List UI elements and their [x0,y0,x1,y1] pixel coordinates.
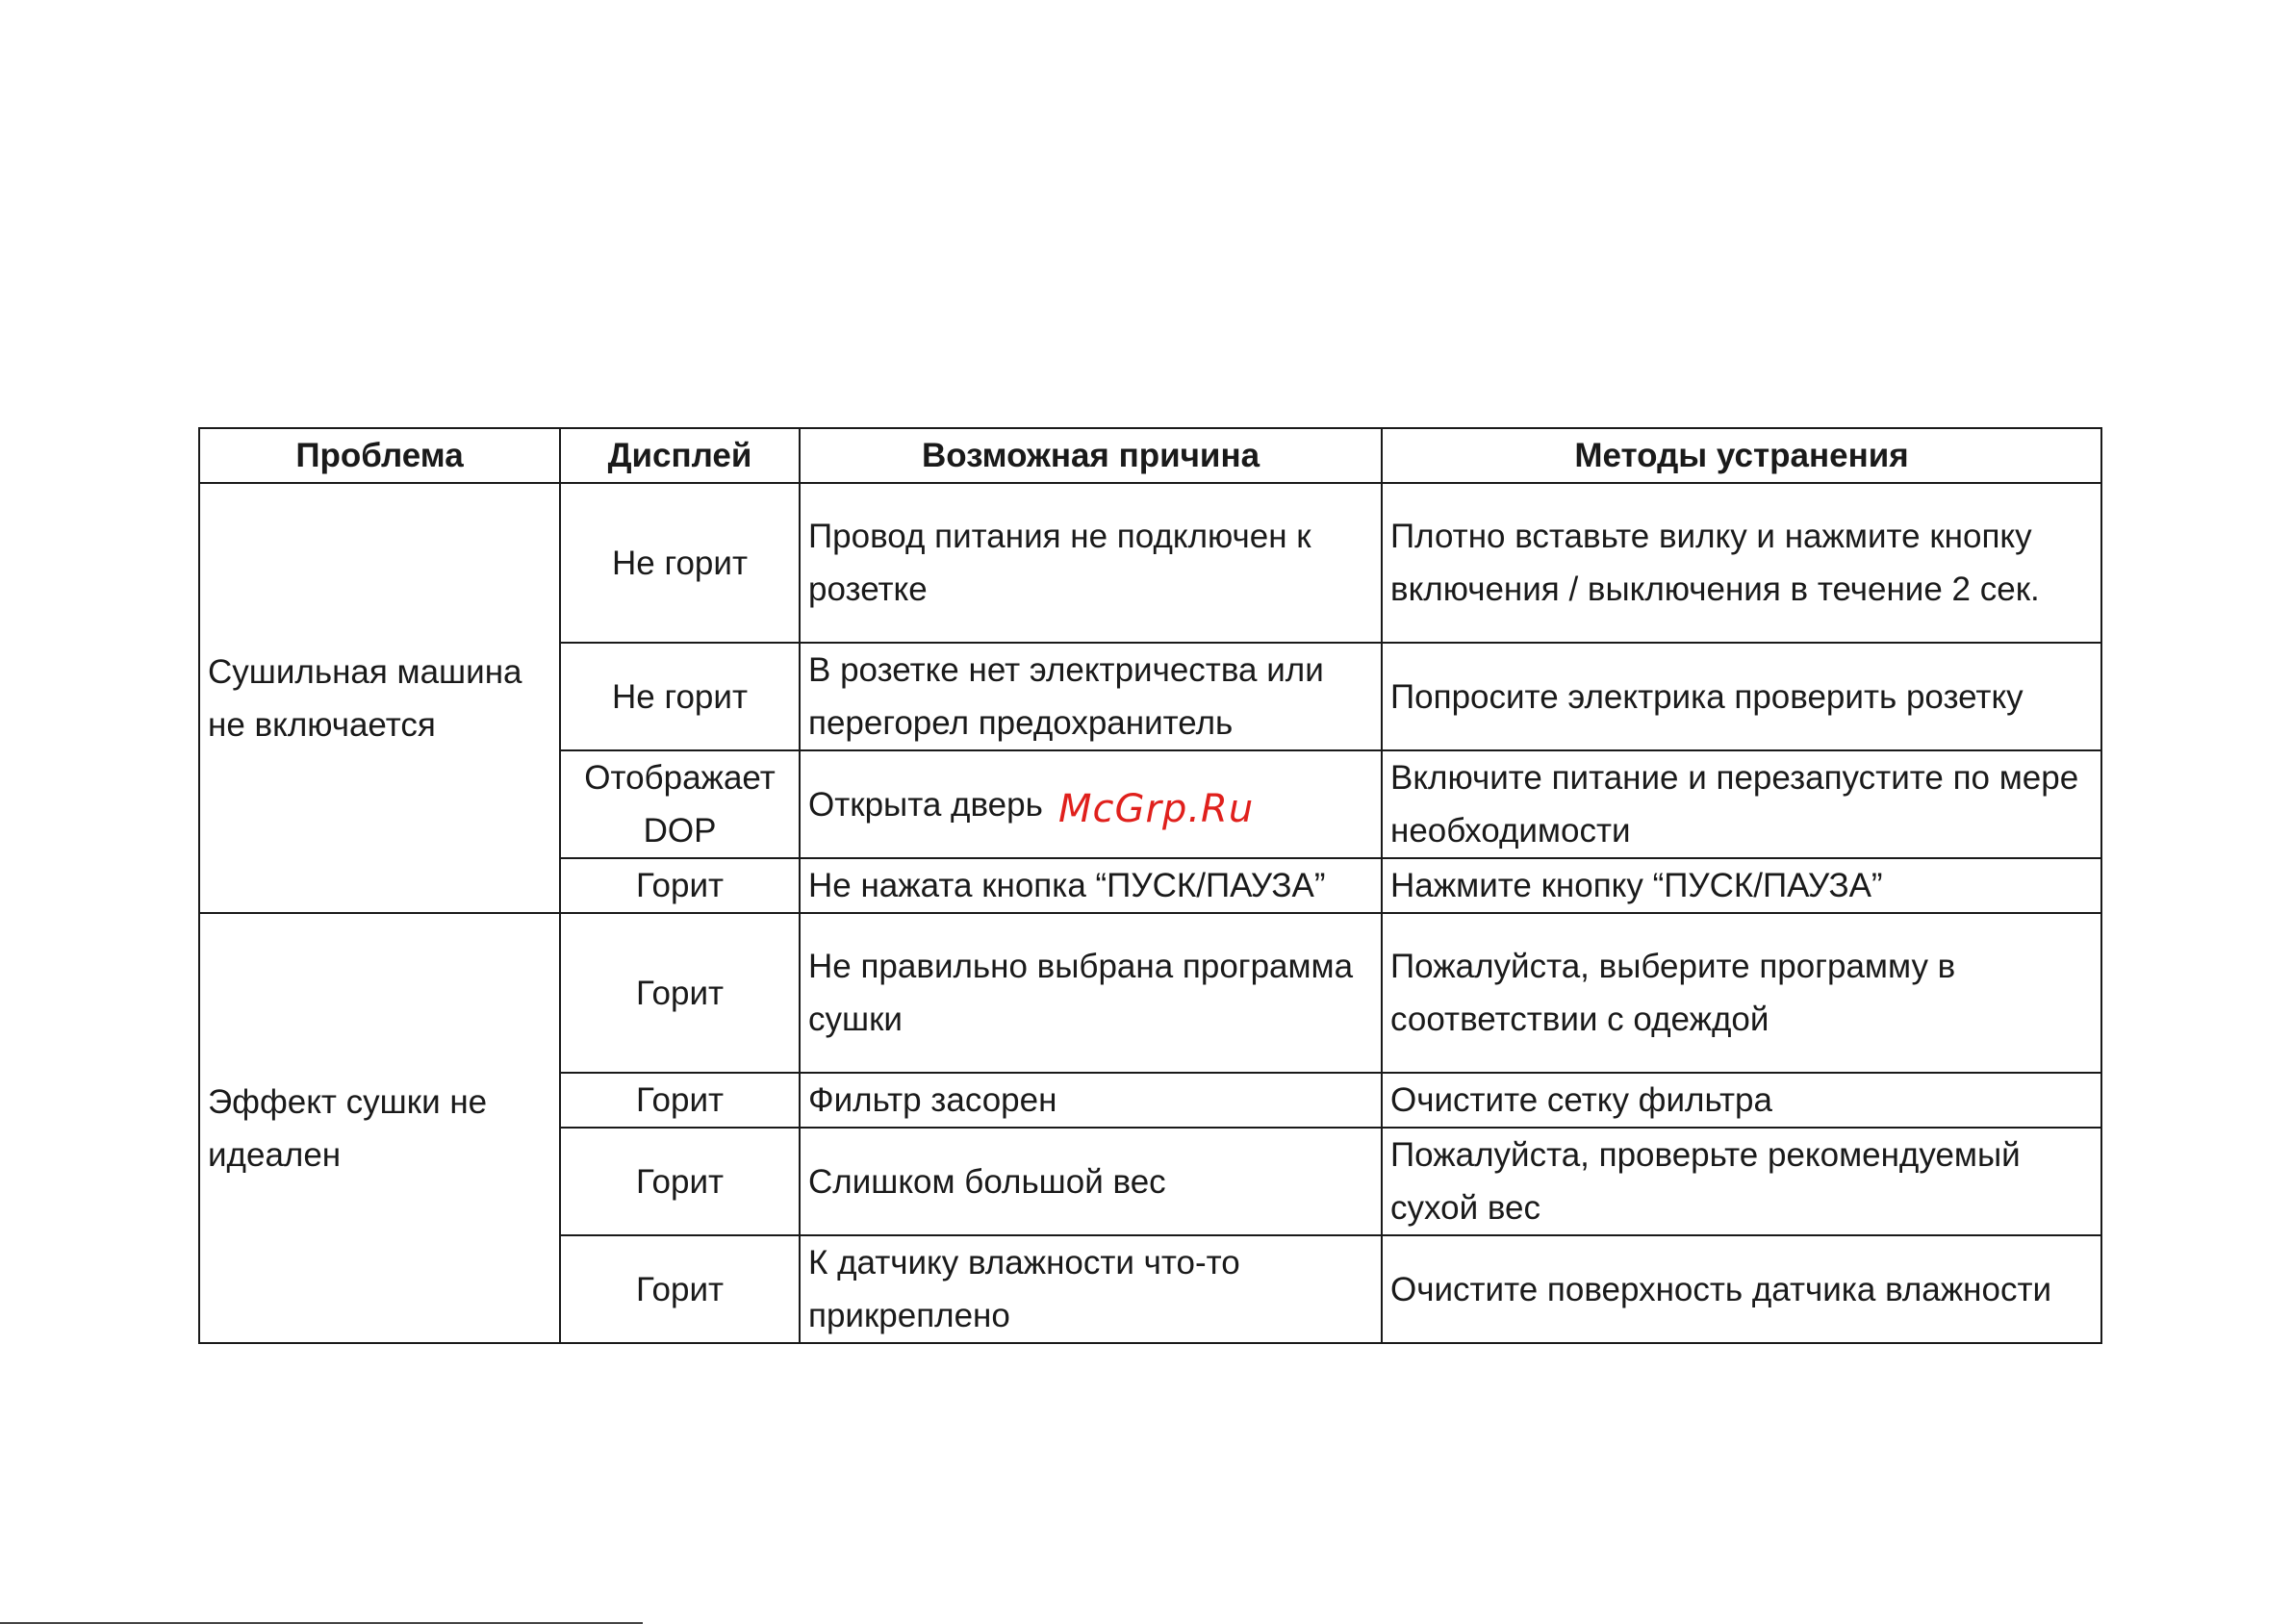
header-display: Дисплей [560,428,800,483]
display-cell: Горит [560,1235,800,1343]
fix-cell: Пожалуйста, выберите программу в соответствии с одеждой [1382,913,2101,1073]
watermark: McGrp.Ru [1058,787,1255,831]
display-cell: Не горит [560,483,800,643]
table-header-row [199,428,2101,483]
problem-cell: Сушильная машина не включается [199,483,560,913]
fix-cell: Пожалуйста, проверьте рекомендуемый сухой вес [1382,1128,2101,1235]
cause-cell: Слишком большой вес [800,1128,1382,1235]
display-cell: Горит [560,858,800,913]
fix-cell: Очистите сетку фильтра [1382,1073,2101,1128]
table-row [199,483,2101,643]
table-row [199,913,2101,1073]
troubleshooting-table [198,427,2102,1344]
display-cell: Горит [560,913,800,1073]
problem-cell: Эффект сушки не идеален [199,913,560,1343]
cause-cell: Фильтр засорен [800,1073,1382,1128]
display-cell: Горит [560,1128,800,1235]
cause-cell: Не нажата кнопка “ПУСК/ПАУЗА” [800,858,1382,913]
display-cell: Не горит [560,643,800,750]
fix-cell: Очистите поверхность датчика влажности [1382,1235,2101,1343]
fix-cell: Плотно вставьте вилку и нажмите кнопку включения / выключения в течение 2 сек. [1382,483,2101,643]
display-cell: Отображает DOP [560,750,800,858]
cause-cell: Открыта дверь [800,750,1382,858]
cause-cell: К датчику влажности что-то прикреплено [800,1235,1382,1343]
fix-cell: Включите питание и перезапустите по мере необходимости [1382,750,2101,858]
display-cell: Горит [560,1073,800,1128]
header-cause: Возможная причина [800,428,1382,483]
header-problem: Проблема [199,428,560,483]
header-fix: Методы устранения [1382,428,2101,483]
cause-cell: В розетке нет электричества или перегорел предохранитель [800,643,1382,750]
fix-cell: Попросите электрика проверить розетку [1382,643,2101,750]
cause-cell: Провод питания не подключен к розетке [800,483,1382,643]
fix-cell: Нажмите кнопку “ПУСК/ПАУЗА” [1382,858,2101,913]
cause-cell: Не правильно выбрана программа сушки [800,913,1382,1073]
